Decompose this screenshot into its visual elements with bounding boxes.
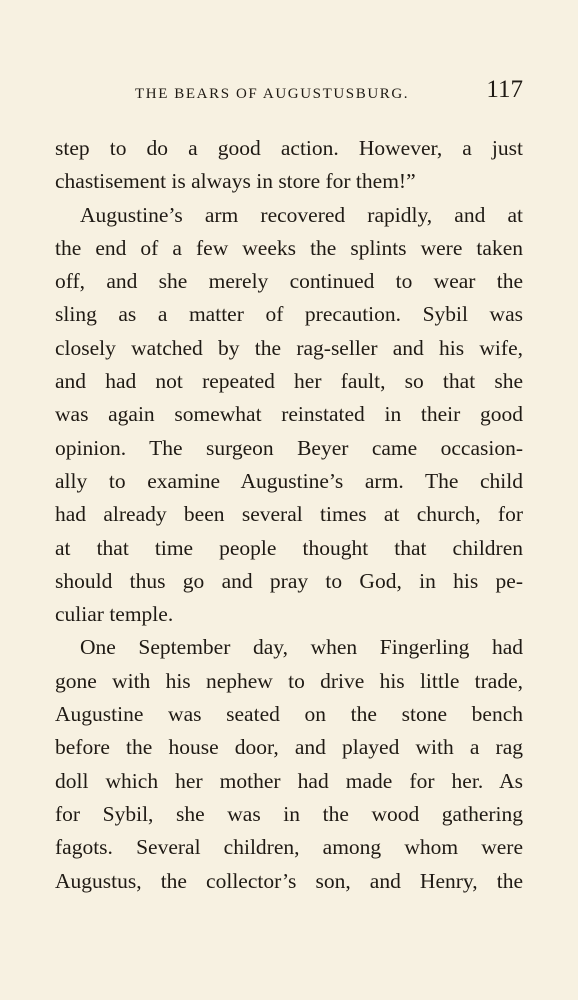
text-line: and had not repeated her fault, so that she — [55, 369, 523, 394]
text-line: Augustus, the collector’s son, and Henry, the — [55, 868, 523, 893]
text-line: closely watched by the rag-seller and his wife, — [55, 335, 523, 360]
text-line: was again somewhat reinstated in their good — [55, 402, 523, 427]
text-line: Augustine was seated on the stone bench — [55, 702, 523, 727]
body-text — [55, 132, 523, 898]
paragraph-first-line: One September day, when Fingerling had — [80, 635, 523, 660]
text-line: had already been several times at church, for — [55, 502, 523, 527]
text-line: off, and she merely continued to wear the — [55, 269, 523, 294]
text-line: ally to examine Augustine’s arm. The child — [55, 468, 523, 493]
text-line: gone with his nephew to drive his little trade, — [55, 668, 523, 693]
text-line: should thus go and pray to God, in his pe- — [55, 568, 523, 593]
text-line: fagots. Several children, among whom were — [55, 835, 523, 860]
text-line: chastisement is always in store for them!” — [55, 169, 416, 194]
text-line: doll which her mother had made for her. As — [55, 768, 523, 793]
text-line: sling as a matter of precaution. Sybil was — [55, 302, 523, 327]
text-line: the end of a few weeks the splints were taken — [55, 235, 523, 260]
paragraph-first-line: Augustine’s arm recovered rapidly, and at — [80, 202, 523, 227]
page-header — [55, 76, 523, 110]
text-line: before the house door, and played with a rag — [55, 735, 523, 760]
running-title: THE BEARS OF AUGUSTUSBURG. — [135, 86, 410, 102]
text-line: at that time people thought that children — [55, 535, 523, 560]
text-line: for Sybil, she was in the wood gathering — [55, 801, 523, 826]
paragraph-last-line: culiar temple. — [55, 602, 174, 627]
text-line: opinion. The surgeon Beyer came occasion- — [55, 435, 523, 460]
page-number: 117 — [486, 76, 523, 103]
text-line: step to do a good action. However, a just — [55, 136, 523, 160]
